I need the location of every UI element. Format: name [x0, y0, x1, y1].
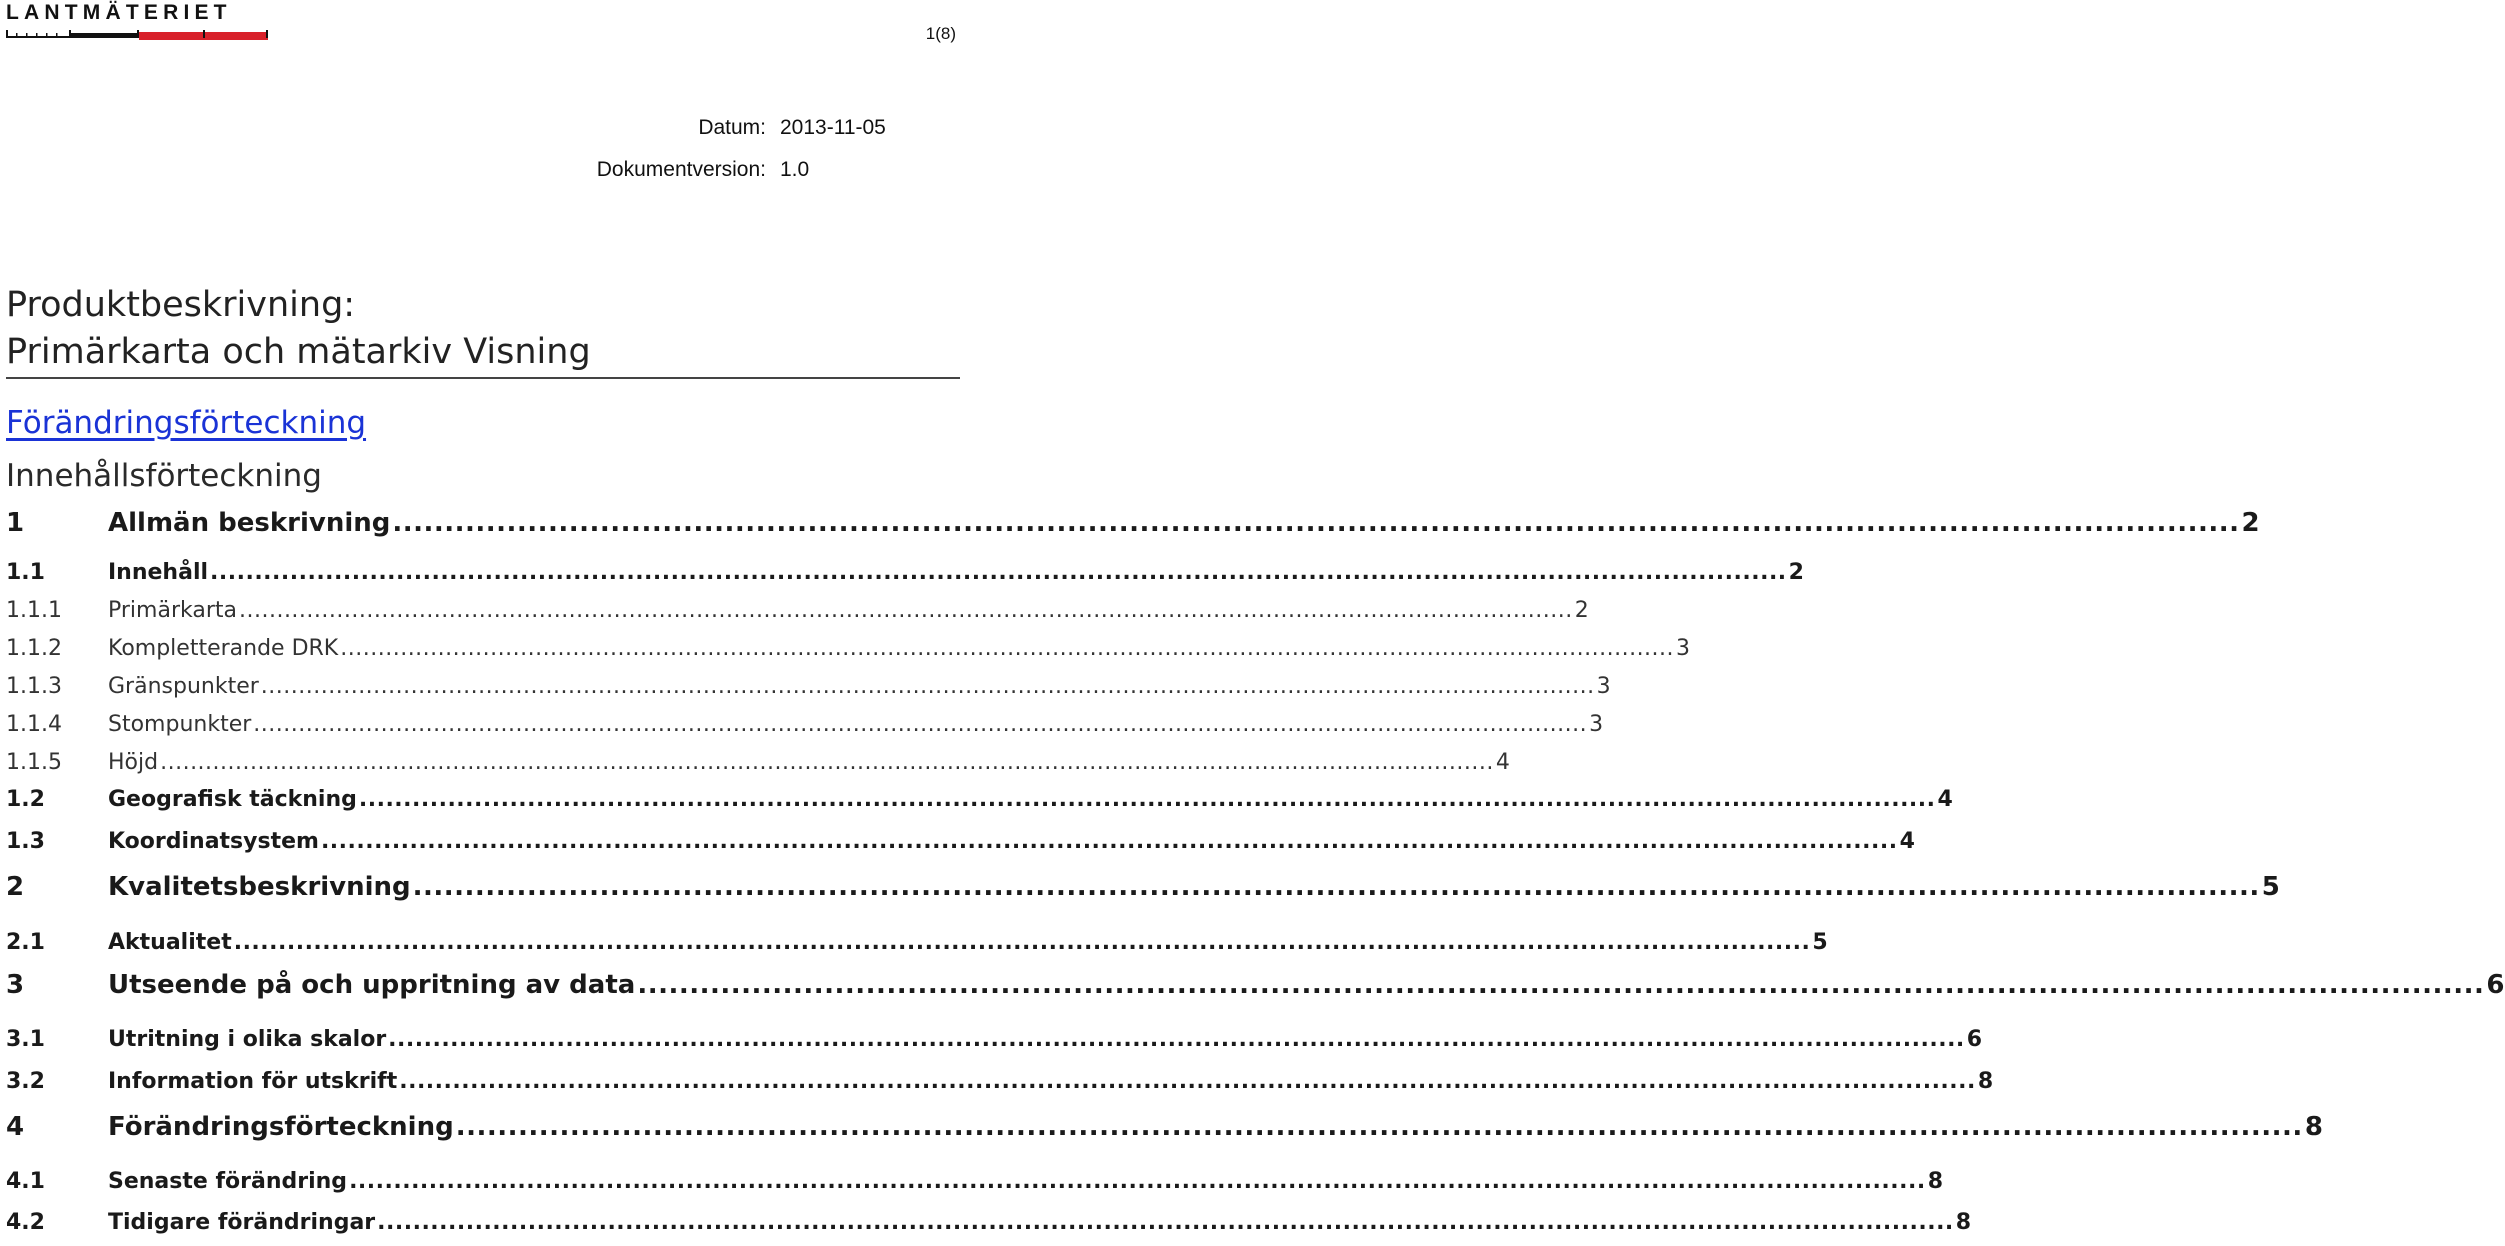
toc-entry-page: 3: [1676, 636, 1691, 661]
toc-entry-title: Tidigare förändringar: [108, 1210, 376, 1235]
toc-entry[interactable]: [6, 598, 1589, 623]
toc-entry[interactable]: [6, 750, 1510, 775]
toc-entry-number: 1: [6, 508, 25, 538]
toc-leader-dots: ..................................................................................................................................................................................: [637, 970, 2485, 1000]
toc-entry-page: 3: [1589, 712, 1604, 737]
toc-entry-title: Primärkarta: [108, 598, 237, 623]
toc-entry[interactable]: [6, 787, 1953, 812]
toc-entry-page: 2: [1788, 560, 1804, 585]
toc-entry-page: 6: [2486, 970, 2505, 1000]
toc-entry[interactable]: [6, 1112, 2323, 1142]
toc-entry-title: Information för utskrift: [108, 1069, 398, 1094]
toc-entry-number: 1.2: [6, 787, 45, 812]
toc-entry-number: 1.1: [6, 560, 45, 585]
toc-entry-page: 5: [1812, 930, 1828, 955]
toc-entry[interactable]: [6, 712, 1604, 737]
toc-entry-title: Höjd: [108, 750, 159, 775]
toc-entry-number: 2.1: [6, 930, 45, 955]
toc-entry[interactable]: [6, 1069, 1994, 1094]
toc-leader-dots: ..................................................................................................................................................................................: [392, 508, 2240, 538]
toc-entry-number: 1.1.4: [6, 712, 62, 737]
toc-entry[interactable]: [6, 872, 2280, 902]
version-value: 1.0: [780, 158, 810, 181]
toc-entry-page: 2: [2241, 508, 2260, 538]
toc-entry-page: 8: [1955, 1210, 1972, 1235]
toc-entry[interactable]: [6, 829, 1915, 854]
date-row: [520, 116, 896, 140]
lantmateriet-logo: [6, 2, 268, 42]
toc-entry-title: Utseende på och uppritning av data: [108, 970, 636, 1000]
date-value: 2013-11-05: [780, 116, 886, 139]
toc-entry-number: 1.1.2: [6, 636, 62, 661]
toc-leader-dots: ..................................................................................................................................................................................: [399, 1069, 1976, 1094]
toc-leader-dots: ..................................................................................................................................................................................: [233, 930, 1811, 955]
toc-entry-page: 4: [1899, 829, 1915, 854]
toc-entry-page: 3: [1596, 674, 1611, 699]
toc-entry-page: 5: [2261, 872, 2280, 902]
toc-entry-title: Kompletterande DRK: [108, 636, 339, 661]
toc-entry-title: Koordinatsystem: [108, 829, 319, 854]
toc-entry-title: Allmän beskrivning: [108, 508, 391, 538]
toc-entry[interactable]: [6, 1169, 1943, 1194]
toc-heading: Innehållsförteckning: [6, 458, 322, 494]
toc-entry-number: 2: [6, 872, 25, 902]
toc-entry-title: Innehåll: [108, 560, 209, 585]
toc-entry-number: 3.2: [6, 1069, 45, 1094]
toc-leader-dots: ..................................................................................................................................................................................: [349, 1169, 1926, 1194]
title-line-1: Produktbeskrivning:: [6, 285, 356, 325]
change-log-link[interactable]: Förändringsförteckning: [6, 405, 367, 441]
toc-entry-page: 6: [1966, 1027, 1983, 1052]
toc-entry-page: 8: [2304, 1112, 2323, 1142]
toc-entry-page: 2: [1574, 598, 1589, 623]
document-title: [6, 282, 946, 376]
page-number: 1(8): [925, 24, 956, 43]
title-divider: [6, 377, 960, 379]
toc-entry-title: Gränspunkter: [108, 674, 259, 699]
toc-leader-dots: ..................................................................................................................................................................................: [260, 674, 1595, 699]
date-label: Datum:: [698, 116, 766, 139]
toc-entry-page: 4: [1495, 750, 1510, 775]
toc-leader-dots: ..................................................................................................................................................................................: [358, 787, 1936, 812]
toc-leader-dots: ..................................................................................................................................................................................: [455, 1112, 2303, 1142]
toc-entry[interactable]: [6, 930, 1828, 955]
version-label: Dokumentversion:: [596, 158, 766, 181]
logo-wordmark: LANTMÄTERIET: [6, 1, 232, 24]
toc-entry-page: 4: [1937, 787, 1953, 812]
toc-entry[interactable]: [6, 508, 2260, 538]
toc-leader-dots: ..................................................................................................................................................................................: [340, 636, 1675, 661]
toc-entry[interactable]: [6, 560, 1804, 585]
toc-leader-dots: ..................................................................................................................................................................................: [253, 712, 1588, 737]
toc-entry-number: 1.3: [6, 829, 45, 854]
toc-entry[interactable]: [6, 636, 1691, 661]
toc-entry-number: 1.1.5: [6, 750, 62, 775]
logo-scale-bar: [6, 30, 268, 42]
version-row: [520, 158, 896, 182]
toc-leader-dots: ..................................................................................................................................................................................: [377, 1210, 1954, 1235]
toc-entry-title: Geografisk täckning: [108, 787, 357, 812]
toc-leader-dots: ..................................................................................................................................................................................: [320, 829, 1898, 854]
toc-entry-number: 4.1: [6, 1169, 45, 1194]
title-line-2: Primärkarta och mätarkiv Visning: [6, 332, 591, 372]
toc-leader-dots: ..................................................................................................................................................................................: [238, 598, 1573, 623]
toc-entry-title: Kvalitetsbeskrivning: [108, 872, 411, 902]
toc-entry-number: 4.2: [6, 1210, 45, 1235]
toc-entry-title: Förändringsförteckning: [108, 1112, 454, 1142]
toc-entry-number: 1.1.3: [6, 674, 62, 699]
toc-entry-title: Senaste förändring: [108, 1169, 348, 1194]
toc-leader-dots: ..................................................................................................................................................................................: [412, 872, 2260, 902]
toc-leader-dots: ..................................................................................................................................................................................: [210, 560, 1787, 585]
toc-entry-title: Utritning i olika skalor: [108, 1027, 387, 1052]
toc-entry-number: 3: [6, 970, 25, 1000]
toc-entry-number: 1.1.1: [6, 598, 62, 623]
toc-leader-dots: ..................................................................................................................................................................................: [160, 750, 1494, 775]
toc-entry-number: 3.1: [6, 1027, 45, 1052]
toc-entry-title: Aktualitet: [108, 930, 232, 955]
toc-entry[interactable]: [6, 1210, 1972, 1235]
toc-entry-number: 4: [6, 1112, 25, 1142]
toc-entry-page: 8: [1977, 1069, 1994, 1094]
toc-leader-dots: ..................................................................................................................................................................................: [388, 1027, 1965, 1052]
toc-entry[interactable]: [6, 970, 2505, 1000]
toc-entry-title: Stompunkter: [108, 712, 252, 737]
toc-entry[interactable]: [6, 1027, 1983, 1052]
toc-entry[interactable]: [6, 674, 1611, 699]
toc-entry-page: 8: [1927, 1169, 1943, 1194]
